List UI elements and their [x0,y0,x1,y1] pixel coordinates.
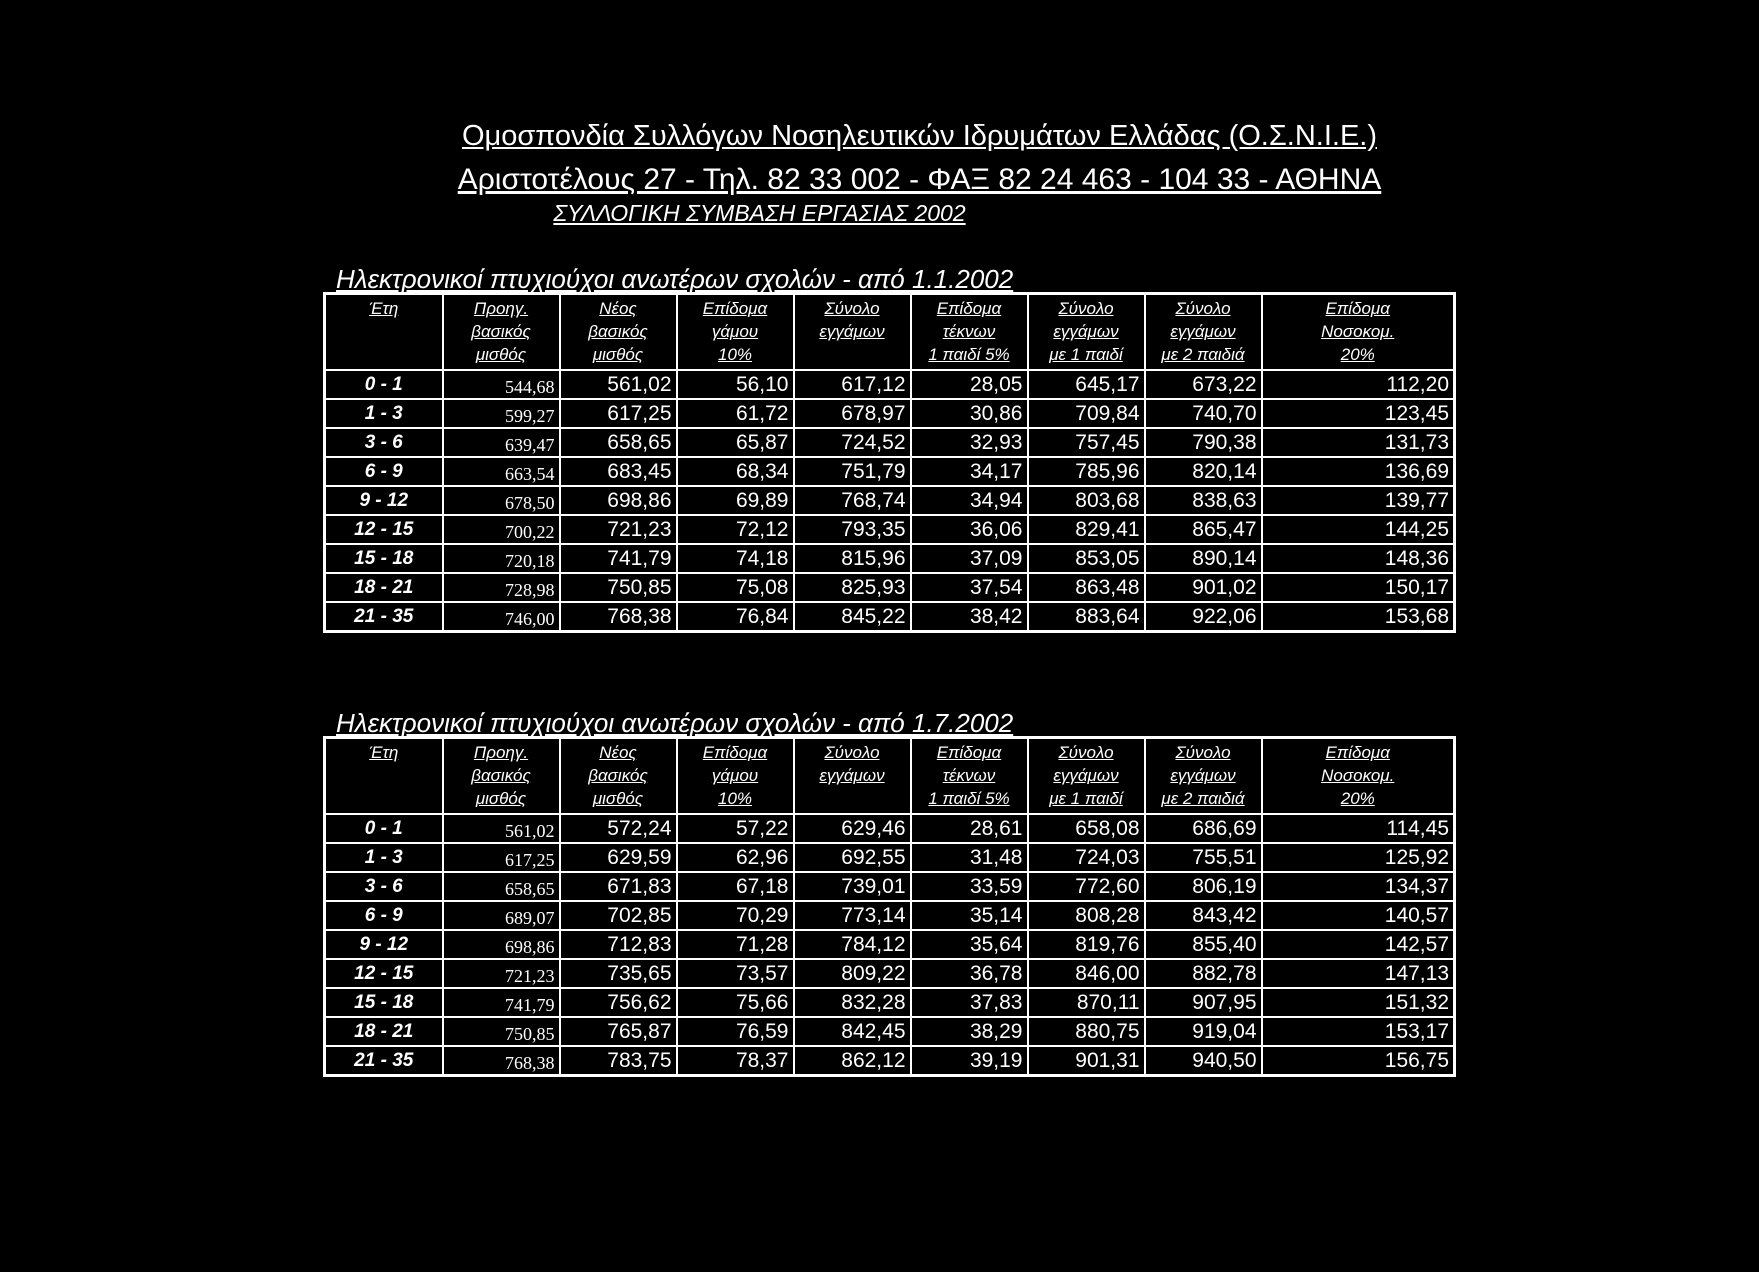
column-header-line: τέκνων [942,322,996,341]
value-cell-marriage: 72,12 [677,515,794,544]
column-header-line: βασικός [471,322,531,341]
column-header-line: 20% [1340,789,1375,808]
column-header-line: βασικός [588,322,648,341]
column-header-line: με 1 παιδί [1049,789,1123,808]
value-cell-marriage: 71,28 [677,930,794,959]
value-cell-total-married: 862,12 [794,1046,911,1076]
column-header-prev-basic [443,738,560,815]
value-cell-total-2children: 940,50 [1145,1046,1262,1076]
salary-table-jan-2002 [323,292,1456,633]
column-header-child [911,738,1028,815]
value-cell-child: 36,06 [911,515,1028,544]
value-cell-new-basic: 572,24 [560,814,677,843]
column-header-line: μισθός [592,345,644,364]
value-cell-total-1child: 863,48 [1028,573,1145,602]
value-cell-total-2children: 838,63 [1145,486,1262,515]
value-cell-hospital: 153,17 [1262,1017,1455,1046]
table-header-row [325,294,1455,371]
column-header-total-married [794,294,911,371]
value-cell-hospital: 153,68 [1262,602,1455,632]
value-cell-total-1child: 880,75 [1028,1017,1145,1046]
table1-title: Ηλεκτρονικοί πτυχιούχοι ανωτέρων σχολών - από 1.1.2002 [336,264,1014,294]
value-cell-new-basic: 765,87 [560,1017,677,1046]
column-header-line: μισθός [475,345,527,364]
value-cell-total-2children: 820,14 [1145,457,1262,486]
value-cell-new-basic: 629,59 [560,843,677,872]
column-header-line: με 2 παιδιά [1161,789,1245,808]
value-cell-prev-basic: 639,47 [443,428,560,457]
value-cell-new-basic: 768,38 [560,602,677,632]
column-header-line: εγγάμων [1053,766,1119,785]
column-header-hospital [1262,294,1455,371]
table-row [325,515,1455,544]
column-header-marriage [677,294,794,371]
value-cell-child: 38,29 [911,1017,1028,1046]
column-header-marriage [677,738,794,815]
years-cell: 1 - 3 [325,399,443,428]
column-header-hospital [1262,738,1455,815]
value-cell-prev-basic: 746,00 [443,602,560,632]
table-header-row [325,738,1455,815]
value-cell-prev-basic: 561,02 [443,814,560,843]
value-cell-marriage: 73,57 [677,959,794,988]
table-row [325,1046,1455,1076]
value-cell-total-1child: 870,11 [1028,988,1145,1017]
value-cell-child: 34,94 [911,486,1028,515]
value-cell-marriage: 70,29 [677,901,794,930]
value-cell-total-2children: 919,04 [1145,1017,1262,1046]
column-header-line: Προηγ. [473,743,529,762]
column-header-line: εγγάμων [819,322,885,341]
column-header-line: 1 παιδί 5% [928,345,1010,364]
table2-title: Ηλεκτρονικοί πτυχιούχοι ανωτέρων σχολών - από 1.7.2002 [336,708,1014,738]
value-cell-marriage: 74,18 [677,544,794,573]
years-cell: 0 - 1 [325,814,443,843]
column-header-line: με 1 παιδί [1049,345,1123,364]
column-header-child [911,294,1028,371]
value-cell-marriage: 68,34 [677,457,794,486]
value-cell-hospital: 144,25 [1262,515,1455,544]
years-cell: 12 - 15 [325,515,443,544]
value-cell-prev-basic: 721,23 [443,959,560,988]
table-row [325,399,1455,428]
column-header-total-2children [1145,294,1262,371]
years-cell: 15 - 18 [325,988,443,1017]
column-header-total-1child [1028,738,1145,815]
value-cell-marriage: 57,22 [677,814,794,843]
value-cell-total-married: 793,35 [794,515,911,544]
value-cell-prev-basic: 741,79 [443,988,560,1017]
value-cell-prev-basic: 720,18 [443,544,560,573]
value-cell-child: 38,42 [911,602,1028,632]
value-cell-total-married: 739,01 [794,872,911,901]
value-cell-total-2children: 922,06 [1145,602,1262,632]
value-cell-marriage: 75,66 [677,988,794,1017]
value-cell-hospital: 114,45 [1262,814,1455,843]
value-cell-hospital: 140,57 [1262,901,1455,930]
value-cell-total-married: 845,22 [794,602,911,632]
organization-name: Ομοσπονδία Συλλόγων Νοσηλευτικών Ιδρυμάτων Ελλάδας (Ο.Σ.Ν.Ι.Ε.) [461,120,1378,152]
value-cell-child: 35,14 [911,901,1028,930]
value-cell-total-1child: 785,96 [1028,457,1145,486]
value-cell-hospital: 123,45 [1262,399,1455,428]
column-header-line: Επίδομα [702,299,768,318]
value-cell-child: 31,48 [911,843,1028,872]
value-cell-child: 28,61 [911,814,1028,843]
years-cell: 9 - 12 [325,930,443,959]
table-row [325,486,1455,515]
value-cell-prev-basic: 663,54 [443,457,560,486]
value-cell-new-basic: 756,62 [560,988,677,1017]
value-cell-prev-basic: 689,07 [443,901,560,930]
column-header-line: Επίδομα [936,743,1002,762]
value-cell-total-1child: 883,64 [1028,602,1145,632]
value-cell-new-basic: 712,83 [560,930,677,959]
value-cell-child: 39,19 [911,1046,1028,1076]
value-cell-new-basic: 671,83 [560,872,677,901]
value-cell-total-1child: 772,60 [1028,872,1145,901]
value-cell-new-basic: 561,02 [560,370,677,399]
value-cell-marriage: 62,96 [677,843,794,872]
value-cell-hospital: 134,37 [1262,872,1455,901]
years-cell: 12 - 15 [325,959,443,988]
years-cell: 9 - 12 [325,486,443,515]
value-cell-prev-basic: 617,25 [443,843,560,872]
column-header-total-married [794,738,911,815]
value-cell-total-married: 773,14 [794,901,911,930]
value-cell-new-basic: 721,23 [560,515,677,544]
years-cell: 21 - 35 [325,1046,443,1076]
years-cell: 18 - 21 [325,573,443,602]
table-row [325,959,1455,988]
value-cell-prev-basic: 658,65 [443,872,560,901]
value-cell-total-2children: 673,22 [1145,370,1262,399]
years-cell: 18 - 21 [325,1017,443,1046]
value-cell-hospital: 136,69 [1262,457,1455,486]
years-cell: 1 - 3 [325,843,443,872]
value-cell-prev-basic: 698,86 [443,930,560,959]
value-cell-total-1child: 709,84 [1028,399,1145,428]
value-cell-total-1child: 846,00 [1028,959,1145,988]
value-cell-total-married: 815,96 [794,544,911,573]
table-row [325,988,1455,1017]
column-header-line: Σύνολο [1058,299,1114,318]
years-cell: 6 - 9 [325,457,443,486]
value-cell-total-married: 629,46 [794,814,911,843]
value-cell-total-2children: 901,02 [1145,573,1262,602]
value-cell-total-2children: 790,38 [1145,428,1262,457]
table-row [325,370,1455,399]
table-row [325,872,1455,901]
table-row [325,843,1455,872]
value-cell-new-basic: 683,45 [560,457,677,486]
value-cell-total-2children: 855,40 [1145,930,1262,959]
value-cell-marriage: 76,59 [677,1017,794,1046]
value-cell-total-2children: 890,14 [1145,544,1262,573]
value-cell-hospital: 125,92 [1262,843,1455,872]
value-cell-child: 37,83 [911,988,1028,1017]
value-cell-marriage: 78,37 [677,1046,794,1076]
column-header-line: μισθός [475,789,527,808]
column-header-new-basic [560,738,677,815]
value-cell-total-married: 832,28 [794,988,911,1017]
column-header-line: Σύνολο [1175,299,1231,318]
value-cell-total-1child: 901,31 [1028,1046,1145,1076]
value-cell-prev-basic: 678,50 [443,486,560,515]
value-cell-total-married: 751,79 [794,457,911,486]
value-cell-child: 32,93 [911,428,1028,457]
value-cell-total-2children: 806,19 [1145,872,1262,901]
value-cell-hospital: 156,75 [1262,1046,1455,1076]
value-cell-child: 37,54 [911,573,1028,602]
table-row [325,428,1455,457]
column-header-line: με 2 παιδιά [1161,345,1245,364]
value-cell-hospital: 139,77 [1262,486,1455,515]
value-cell-total-1child: 724,03 [1028,843,1145,872]
column-header-years: Έτη [325,294,443,371]
years-cell: 0 - 1 [325,370,443,399]
column-header-line: γάμου [711,766,759,785]
table-row [325,573,1455,602]
column-header-total-2children [1145,738,1262,815]
column-header-line: βασικός [471,766,531,785]
value-cell-new-basic: 658,65 [560,428,677,457]
column-header-line: μισθός [592,789,644,808]
value-cell-total-2children: 740,70 [1145,399,1262,428]
contract-title: ΣΥΛΛΟΓΙΚΗ ΣΥΜΒΑΣΗ ΕΡΓΑΣΙΑΣ 2002 [553,200,966,226]
value-cell-total-2children: 865,47 [1145,515,1262,544]
value-cell-prev-basic: 768,38 [443,1046,560,1076]
value-cell-child: 34,17 [911,457,1028,486]
value-cell-marriage: 75,08 [677,573,794,602]
value-cell-hospital: 148,36 [1262,544,1455,573]
table-row [325,901,1455,930]
value-cell-total-1child: 808,28 [1028,901,1145,930]
column-header-line: Σύνολο [824,743,880,762]
value-cell-total-1child: 819,76 [1028,930,1145,959]
column-header-total-1child [1028,294,1145,371]
value-cell-total-married: 768,74 [794,486,911,515]
column-header-line: Επίδομα [1325,743,1390,762]
value-cell-total-1child: 658,08 [1028,814,1145,843]
value-cell-new-basic: 783,75 [560,1046,677,1076]
column-header-line: 10% [717,789,753,808]
value-cell-child: 33,59 [911,872,1028,901]
table-row [325,930,1455,959]
table-row [325,814,1455,843]
value-cell-child: 28,05 [911,370,1028,399]
value-cell-prev-basic: 700,22 [443,515,560,544]
value-cell-child: 36,78 [911,959,1028,988]
value-cell-child: 35,64 [911,930,1028,959]
value-cell-total-married: 692,55 [794,843,911,872]
value-cell-hospital: 131,73 [1262,428,1455,457]
value-cell-hospital: 147,13 [1262,959,1455,988]
column-header-line: Σύνολο [1175,743,1231,762]
column-header-new-basic [560,294,677,371]
years-cell: 21 - 35 [325,602,443,632]
value-cell-hospital: 150,17 [1262,573,1455,602]
column-header-line: τέκνων [942,766,996,785]
value-cell-new-basic: 702,85 [560,901,677,930]
column-header-line: Νοσοκομ. [1321,322,1395,341]
value-cell-child: 30,86 [911,399,1028,428]
column-header-prev-basic [443,294,560,371]
value-cell-new-basic: 735,65 [560,959,677,988]
value-cell-total-married: 842,45 [794,1017,911,1046]
table-row [325,1017,1455,1046]
column-header-line: εγγάμων [1170,322,1236,341]
value-cell-total-1child: 829,41 [1028,515,1145,544]
column-header-line: Επίδομα [1325,299,1390,318]
table-row [325,602,1455,632]
column-header-line: εγγάμων [1170,766,1236,785]
value-cell-marriage: 65,87 [677,428,794,457]
value-cell-prev-basic: 750,85 [443,1017,560,1046]
value-cell-hospital: 151,32 [1262,988,1455,1017]
value-cell-total-2children: 882,78 [1145,959,1262,988]
value-cell-new-basic: 741,79 [560,544,677,573]
years-cell: 3 - 6 [325,428,443,457]
value-cell-prev-basic: 728,98 [443,573,560,602]
value-cell-total-married: 678,97 [794,399,911,428]
column-header-years: Έτη [325,738,443,815]
table-row [325,457,1455,486]
column-header-line: γάμου [711,322,759,341]
value-cell-prev-basic: 544,68 [443,370,560,399]
value-cell-hospital: 142,57 [1262,930,1455,959]
value-cell-total-2children: 907,95 [1145,988,1262,1017]
value-cell-total-1child: 803,68 [1028,486,1145,515]
column-header-line: βασικός [588,766,648,785]
value-cell-total-2children: 755,51 [1145,843,1262,872]
organization-address: Αριστοτέλους 27 - Τηλ. 82 33 002 - ΦΑΞ 82 24 463 - 104 33 - ΑΘΗΝΑ [457,163,1382,196]
years-cell: 15 - 18 [325,544,443,573]
value-cell-total-1child: 853,05 [1028,544,1145,573]
column-header-line: 10% [717,345,753,364]
column-header-line: εγγάμων [819,766,885,785]
value-cell-total-2children: 843,42 [1145,901,1262,930]
column-header-line: 1 παιδί 5% [928,789,1010,808]
value-cell-new-basic: 698,86 [560,486,677,515]
value-cell-new-basic: 617,25 [560,399,677,428]
value-cell-marriage: 67,18 [677,872,794,901]
years-cell: 3 - 6 [325,872,443,901]
value-cell-total-married: 784,12 [794,930,911,959]
value-cell-marriage: 61,72 [677,399,794,428]
column-header-line: Νοσοκομ. [1321,766,1395,785]
value-cell-marriage: 69,89 [677,486,794,515]
table-row [325,544,1455,573]
value-cell-total-married: 809,22 [794,959,911,988]
value-cell-new-basic: 750,85 [560,573,677,602]
column-header-line: Επίδομα [936,299,1002,318]
column-header-line: Προηγ. [473,299,529,318]
value-cell-hospital: 112,20 [1262,370,1455,399]
column-header-line: 20% [1340,345,1375,364]
value-cell-marriage: 56,10 [677,370,794,399]
salary-table-jul-2002 [323,736,1456,1077]
value-cell-total-2children: 686,69 [1145,814,1262,843]
value-cell-prev-basic: 599,27 [443,399,560,428]
column-header-line: Νέος [599,299,637,318]
value-cell-child: 37,09 [911,544,1028,573]
years-cell: 6 - 9 [325,901,443,930]
value-cell-total-married: 825,93 [794,573,911,602]
column-header-line: Νέος [599,743,637,762]
column-header-line: Σύνολο [824,299,880,318]
column-header-line: Επίδομα [702,743,768,762]
value-cell-total-married: 724,52 [794,428,911,457]
column-header-line: εγγάμων [1053,322,1119,341]
value-cell-marriage: 76,84 [677,602,794,632]
value-cell-total-1child: 645,17 [1028,370,1145,399]
value-cell-total-married: 617,12 [794,370,911,399]
column-header-line: Σύνολο [1058,743,1114,762]
value-cell-total-1child: 757,45 [1028,428,1145,457]
